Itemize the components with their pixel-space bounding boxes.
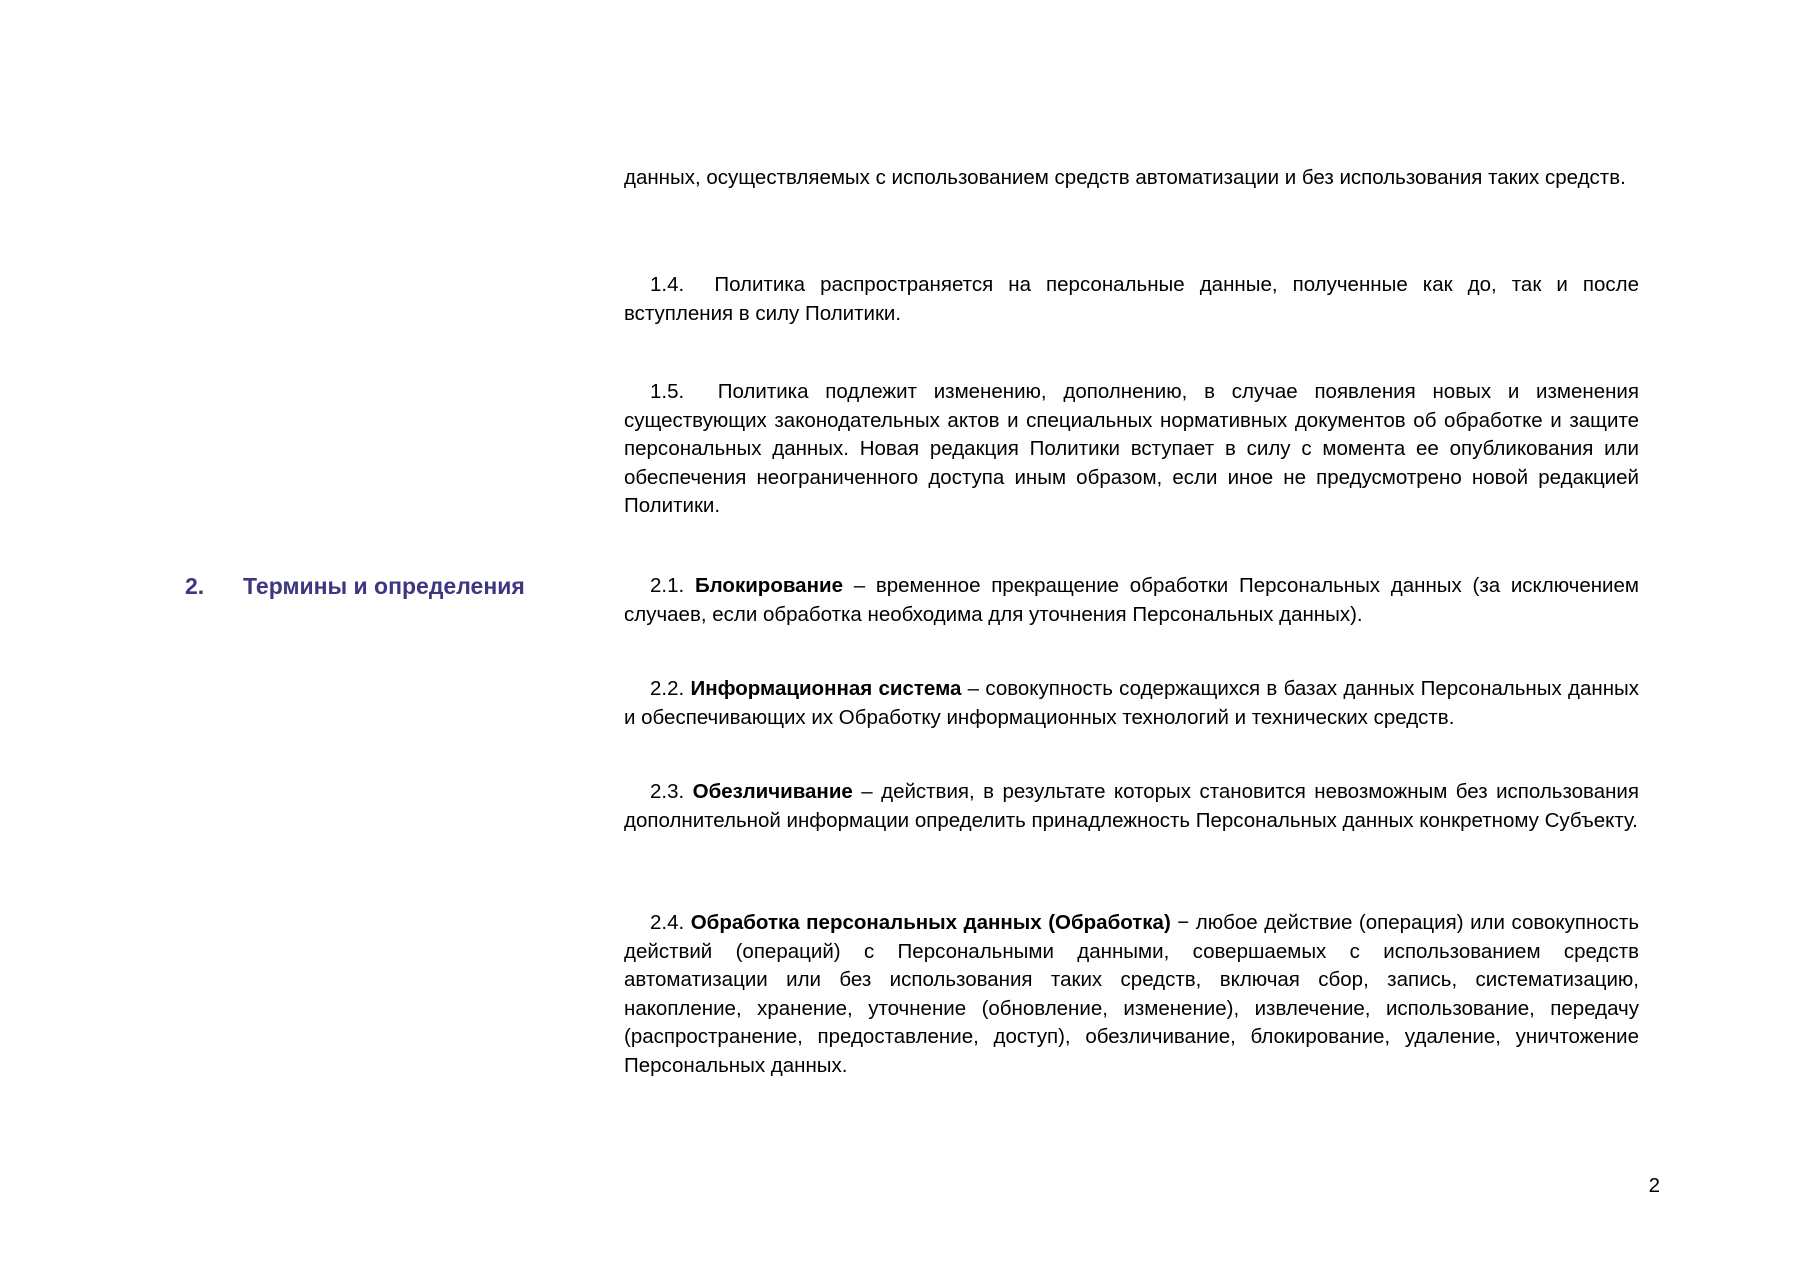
definition-term: Обработка персональных данных (Обработка) (690, 911, 1171, 934)
section-heading (185, 572, 605, 600)
section-number: 2. (185, 573, 205, 599)
definition-2-1 (624, 572, 1639, 629)
definition-text: – действия, в результате которых становится невозможным без использования дополнительной информации определить принадлежность Персональных данных конкретному Субъекту. (624, 780, 1639, 832)
section-title: Термины и определения (243, 573, 525, 599)
definition-number: 2.1. (650, 574, 685, 597)
definition-term: Информационная система (690, 677, 962, 700)
definition-term: Обезличивание (692, 780, 853, 803)
definition-2-4 (624, 909, 1639, 1080)
clause-text: Политика подлежит изменению, дополнению, в случае появления новых и изменения существующих законодательных актов и специальных нормативных документов об обработке и защите персональных данных. Новая редакция Политики вступает в силу с момента ее опубликования или обеспечения неограниченного доступа иным образом, если иное не предусмотрено новой редакцией Политики. (624, 380, 1639, 517)
definition-text: − любое действие (операция) или совокупность действий (операций) с Персональными данными, совершаемых с использованием средств автоматизации или без использования таких средств, включая сбор, запись, систематизацию, накопление, хранение, уточнение (обновление, изменение), извлечение, использование, передачу (распространение, предоставление, доступ), обезличивание, блокирование, удаление, уничтожение Персональных данных. (624, 911, 1639, 1077)
page-number: 2 (1648, 1174, 1660, 1197)
clause-text: Политика распространяется на персональные данные, полученные как до, так и после вступления в силу Политики. (624, 273, 1639, 325)
definition-text: – временное прекращение обработки Персональных данных (за исключением случаев, если обработка необходима для уточнения Персональных данных). (624, 574, 1639, 626)
definition-text: – совокупность содержащихся в базах данных Персональных данных и обеспечивающих их Обработку информационных технологий и технических средств. (624, 677, 1640, 729)
definition-2-2 (624, 675, 1639, 732)
continuation-text: данных, осуществляемых с использованием средств автоматизации и без использования таких средств. (624, 166, 1626, 189)
definition-term: Блокирование (694, 574, 843, 597)
clause-1-5 (624, 378, 1639, 521)
definition-number: 2.4. (650, 911, 685, 934)
clause-number: 1.5. (650, 380, 685, 403)
definition-number: 2.3. (650, 780, 685, 803)
clause-number: 1.4. (650, 273, 685, 296)
definition-number: 2.2. (650, 677, 685, 700)
continuation-paragraph (624, 164, 1639, 193)
definition-2-3 (624, 778, 1639, 835)
clause-1-4 (624, 271, 1639, 328)
